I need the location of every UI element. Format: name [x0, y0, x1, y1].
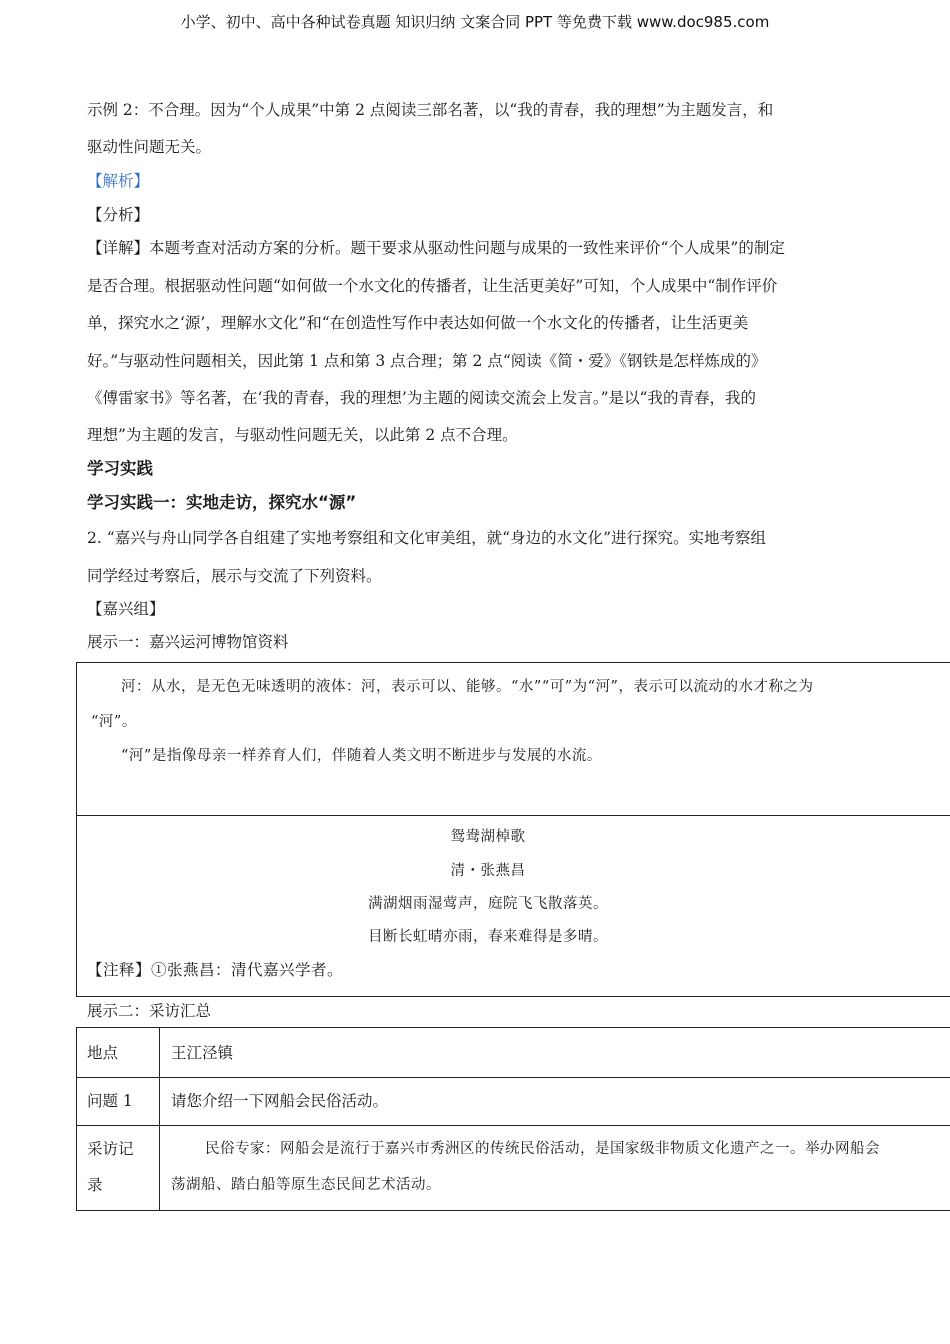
- question2-line2: 同学经过考察后，展示与交流了下列资料。: [87, 567, 382, 585]
- page-header: 小学、初中、高中各种试卷真题 知识归纳 文案合同 PPT 等免费下载 www.doc985.com: [180, 13, 770, 31]
- table-row-divider: [77, 1125, 950, 1126]
- example2-line1: 示例 2：不合理。因为“个人成果”中第 2 点阅读三部名著，以“我的青春，我的理想”为主题发言，和: [87, 101, 774, 119]
- section-heading-practice: 学习实践: [87, 459, 153, 478]
- interview-record-line2: 荡湖船、踏白船等原生态民间艺术活动。: [171, 1177, 441, 1193]
- detail-line2: 是否合理。根据驱动性问题“如何做一个水文化的传播者，让生活更美好”可知，个人成果中“制作评价: [87, 277, 778, 295]
- detail-line1: 【详解】本题考查对活动方案的分析。题干要求从驱动性问题与成果的一致性来评价“个人成果”的制定: [87, 239, 785, 257]
- example2-line2: 驱动性问题无关。: [87, 138, 212, 156]
- table-row-label: 问题 1: [87, 1092, 133, 1110]
- box-divider: [77, 815, 950, 816]
- detail-line4: 好。”与驱动性问题相关，因此第 1 点和第 3 点合理；第 2 点“阅读《简・爱》《钢铁是怎样炼成的》: [87, 352, 767, 370]
- museum-material-box: [76, 662, 950, 997]
- table-row-label: 地点: [87, 1044, 119, 1062]
- table-row-label: 录: [87, 1176, 103, 1194]
- detail-line6: 理想”为主题的发言，与驱动性问题无关，以此第 2 点不合理。: [87, 426, 518, 444]
- poem-line2: 目断长虹晴亦雨，春来难得是多晴。: [368, 929, 608, 945]
- question2-line1: 2. “嘉兴与舟山同学各自组建了实地考察组和文化审美组，就“身边的水文化”进行探究。实地考察组: [87, 529, 766, 547]
- interview-table: [76, 1027, 950, 1211]
- poem-line1: 满湖烟雨湿莺声，庭院飞飞散落英。: [368, 896, 608, 912]
- detail-line3: 单，探究水之‘源’，理解水文化”和“在创造性写作中表达如何做一个水文化的传播者，让生活更美: [87, 314, 749, 332]
- poem-author: 清・张燕昌: [450, 863, 526, 879]
- show1-title: 展示一：嘉兴运河博物馆资料: [87, 633, 289, 651]
- section-heading-practice1: 学习实践一：实地走访，探究水“源”: [87, 493, 357, 512]
- show2-title: 展示二：采访汇总: [87, 1002, 212, 1020]
- table-column-divider: [159, 1028, 160, 1210]
- table-row-divider: [77, 1077, 950, 1078]
- analysis-label: 【解析】: [87, 172, 150, 190]
- fenxi-label: 【分析】: [87, 206, 150, 224]
- table-row-value: 王江泾镇: [171, 1044, 234, 1062]
- river-definition-line2: “河”。: [91, 714, 137, 730]
- table-row-label: 采访记: [87, 1140, 134, 1158]
- river-definition-line3: “河”是指像母亲一样养育人们，伴随着人类文明不断进步与发展的水流。: [121, 748, 602, 764]
- detail-line5: 《傅雷家书》等名著，在‘我的青春，我的理想’为主题的阅读交流会上发言。”是以“我的青春，我的: [87, 389, 756, 407]
- table-row-value: 请您介绍一下网船会民俗活动。: [171, 1092, 389, 1110]
- poem-note: 【注释】①张燕昌：清代嘉兴学者。: [87, 961, 344, 979]
- group-label: 【嘉兴组】: [87, 600, 165, 618]
- interview-record-line1: 民俗专家：网船会是流行于嘉兴市秀洲区的传统民俗活动，是国家级非物质文化遗产之一。举办网船会: [205, 1141, 880, 1157]
- river-definition-line1: 河：从水，是无色无味透明的液体：河，表示可以、能够。“水”“可”为“河”，表示可以流动的水才称之为: [121, 679, 814, 695]
- poem-title: 鸳鸯湖棹歌: [450, 829, 526, 845]
